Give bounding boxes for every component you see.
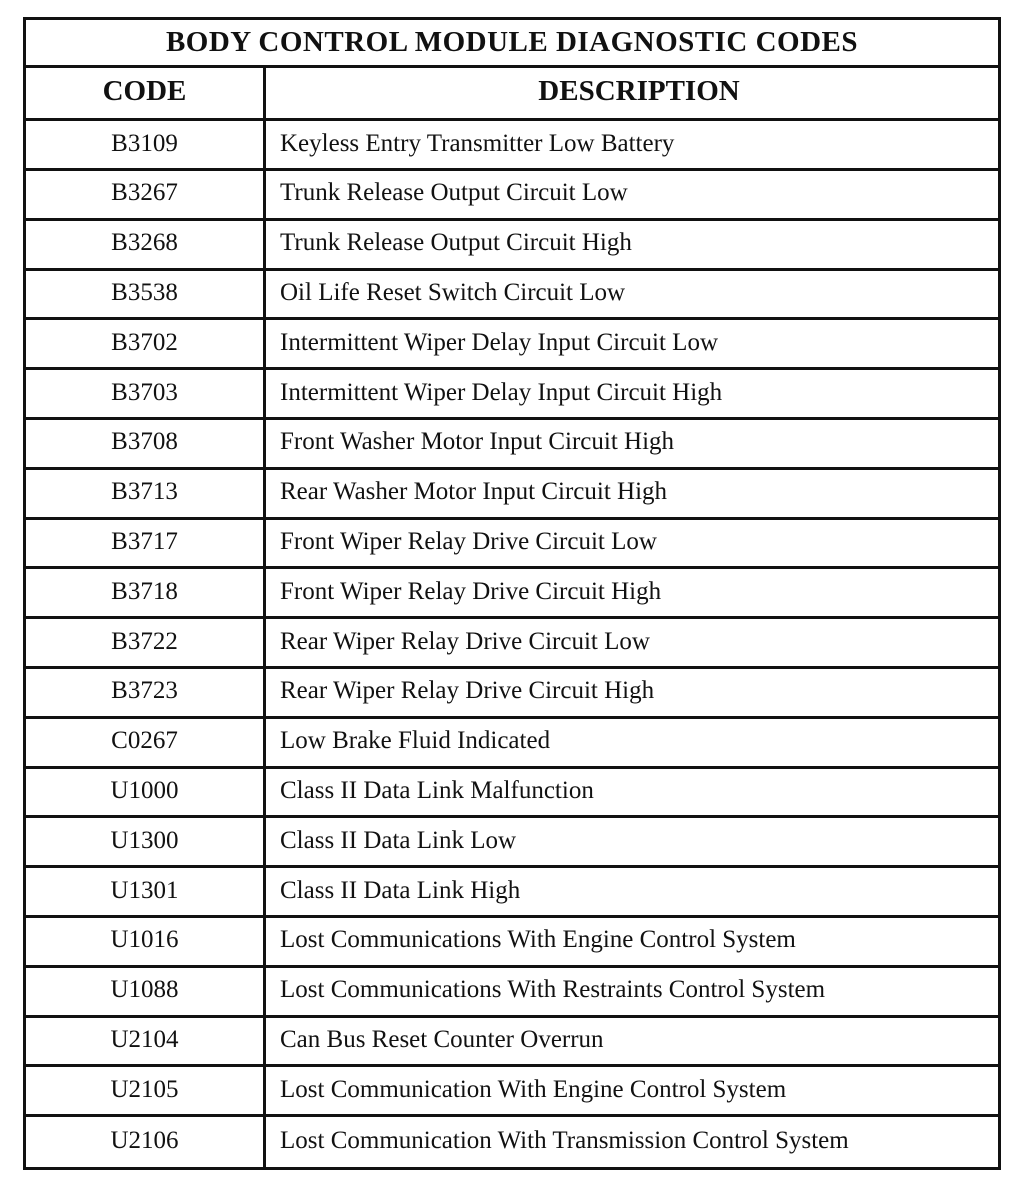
- table-row: [26, 271, 998, 321]
- code-cell: B3718: [26, 569, 266, 616]
- description-cell: Trunk Release Output Circuit Low: [280, 179, 628, 207]
- description-cell: Front Wiper Relay Drive Circuit Low: [280, 528, 657, 556]
- table-row: [26, 370, 998, 420]
- code-cell: C0267: [26, 719, 266, 766]
- table-row: [26, 669, 998, 719]
- code-cell: U2104: [26, 1018, 266, 1065]
- table-row: [26, 918, 998, 968]
- description-cell: Intermittent Wiper Delay Input Circuit High: [280, 378, 723, 406]
- code-cell: U1016: [26, 918, 266, 965]
- code-cell: B3722: [26, 619, 266, 666]
- diagnostic-codes-table: [23, 17, 1001, 1170]
- code-cell: U1088: [26, 968, 266, 1015]
- description-cell: Trunk Release Output Circuit High: [280, 229, 632, 257]
- code-cell: U1300: [26, 818, 266, 865]
- code-cell: U2105: [26, 1067, 266, 1114]
- table-row: [26, 221, 998, 271]
- code-cell: U1000: [26, 769, 266, 816]
- table-body: [26, 121, 998, 1167]
- table-row: [26, 569, 998, 619]
- code-cell: B3717: [26, 520, 266, 567]
- table-title: BODY CONTROL MODULE DIAGNOSTIC CODES: [26, 20, 998, 68]
- table-row: [26, 619, 998, 669]
- description-cell: Oil Life Reset Switch Circuit Low: [280, 279, 626, 307]
- code-cell: B3268: [26, 221, 266, 268]
- table-row: [26, 968, 998, 1018]
- table-row: [26, 520, 998, 570]
- table-row: [26, 470, 998, 520]
- code-cell: B3708: [26, 420, 266, 467]
- table-row: [26, 719, 998, 769]
- code-cell: B3723: [26, 669, 266, 716]
- description-cell: Can Bus Reset Counter Overrun: [280, 1026, 604, 1053]
- code-cell: B3703: [26, 370, 266, 417]
- code-column-header: CODE: [26, 68, 266, 119]
- description-cell: Lost Communication With Engine Control System: [280, 1075, 787, 1103]
- code-cell: B3538: [26, 271, 266, 318]
- table-header-row: [26, 68, 998, 122]
- table-row: [26, 121, 998, 171]
- description-cell: Rear Wiper Relay Drive Circuit High: [280, 677, 655, 705]
- description-cell: Class II Data Link High: [280, 876, 521, 904]
- table-row: [26, 320, 998, 370]
- description-cell: Lost Communications With Restraints Control System: [280, 976, 826, 1004]
- table-row: [26, 420, 998, 470]
- description-cell: Rear Wiper Relay Drive Circuit Low: [280, 627, 650, 655]
- description-cell: Lost Communications With Engine Control System: [280, 926, 796, 954]
- table-row: [26, 769, 998, 819]
- code-cell: B3109: [26, 121, 266, 168]
- table-row: [26, 1018, 998, 1068]
- table-row: [26, 171, 998, 221]
- description-cell: Class II Data Link Malfunction: [280, 777, 594, 805]
- code-cell: B3702: [26, 320, 266, 367]
- code-cell: B3713: [26, 470, 266, 517]
- table-row: [26, 818, 998, 868]
- description-cell: Class II Data Link Low: [280, 826, 517, 854]
- description-cell: Keyless Entry Transmitter Low Battery: [280, 129, 675, 157]
- description-cell: Intermittent Wiper Delay Input Circuit Low: [280, 328, 719, 356]
- description-cell: Front Wiper Relay Drive Circuit High: [280, 577, 662, 605]
- code-cell: U1301: [26, 868, 266, 915]
- table-row: [26, 868, 998, 918]
- description-column-header: DESCRIPTION: [538, 75, 740, 108]
- description-cell: Low Brake Fluid Indicated: [280, 727, 551, 755]
- table-row: [26, 1117, 998, 1167]
- description-cell: Lost Communication With Transmission Control System: [280, 1127, 849, 1155]
- description-cell: Front Washer Motor Input Circuit High: [280, 428, 675, 456]
- code-cell: B3267: [26, 171, 266, 218]
- code-cell: U2106: [26, 1117, 266, 1167]
- description-cell: Rear Washer Motor Input Circuit High: [280, 478, 668, 506]
- table-row: [26, 1067, 998, 1117]
